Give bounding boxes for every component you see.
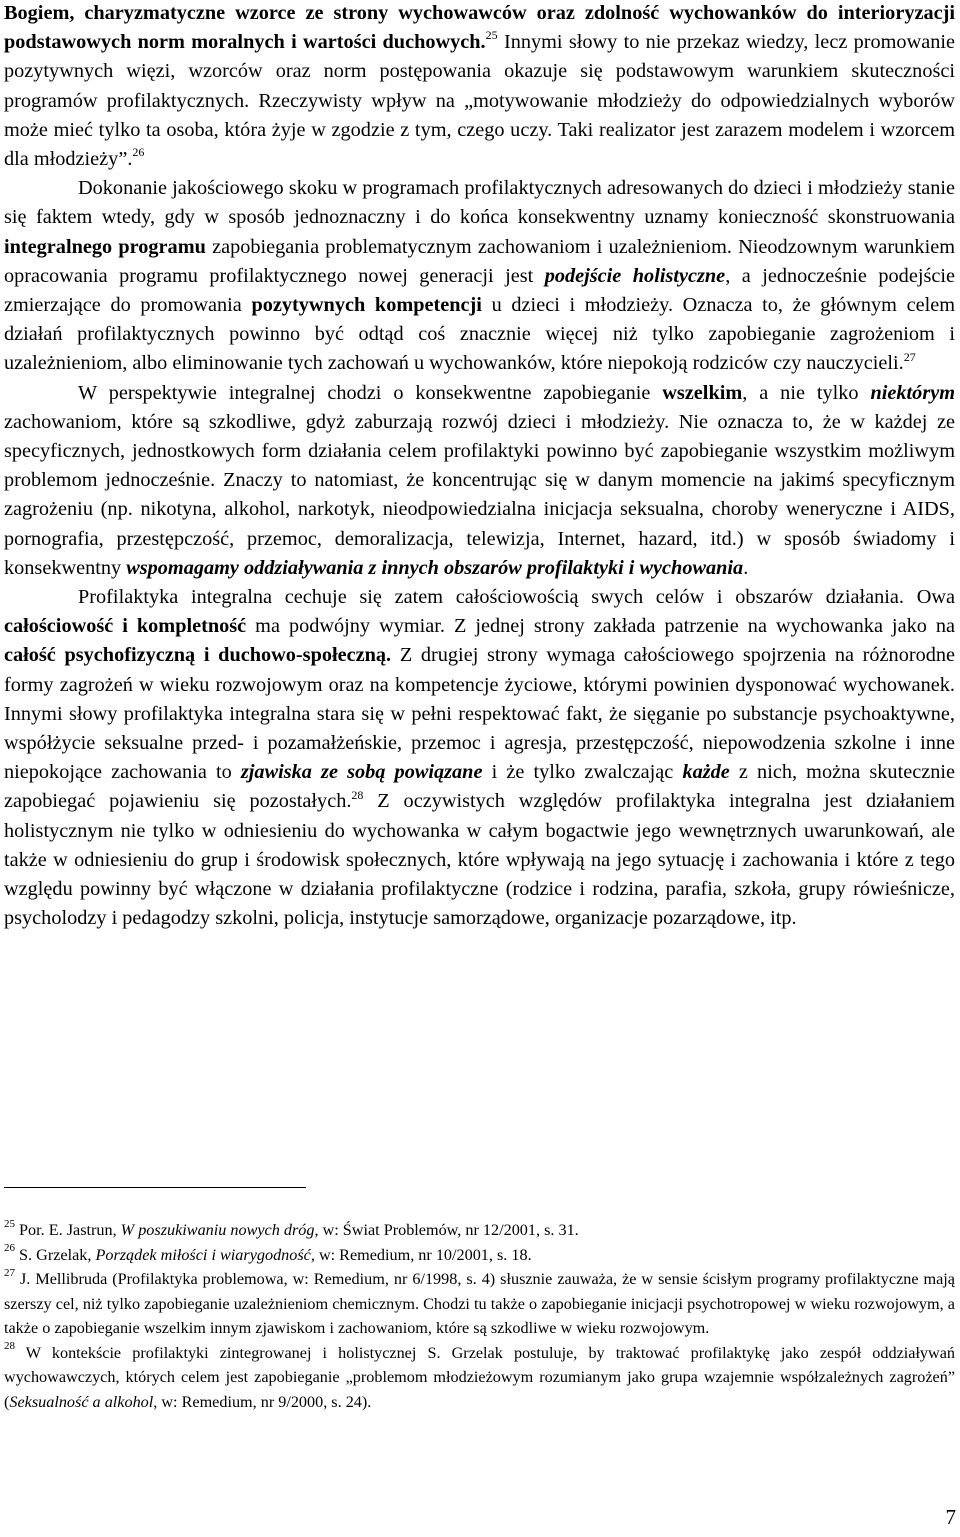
footnote-ref-25[interactable]: 25	[485, 28, 498, 43]
paragraph-2	[4, 174, 955, 378]
footnote-28	[4, 1341, 955, 1415]
bold-italic-text: każde	[682, 761, 730, 784]
footnotes-section	[4, 1187, 955, 1414]
footnote-title: Porządek miłości i wiarygodność,	[95, 1245, 315, 1264]
footnote-title: W poszukiwaniu nowych dróg	[120, 1221, 315, 1239]
bold-text: całościowość i kompletność	[4, 615, 247, 638]
paragraph-text: zachowaniom, które są szkodliwe, gdyż zaburzają rozwój dzieci i młodzieży. Nie oznacza to, że w każdej ze specyficznych, jednostkowych form działania celem profilaktyki powinno być zapobieganie wszystkim możliwym problemom jednocześnie. Znaczy to natomiast, że koncentrując się w danym momencie na jakimś specyficznym zagrożeniu (np. nikotyna, alkohol, narkotyk, nieodpowiedzialna inicjacja seksualna, choroby weneryczne i AIDS, pornografia, przestępczość, przemoc, demoralizacja, telewizja, Internet, hazard, itd.) w sposób świadomy i konsekwentny	[4, 410, 955, 579]
paragraph-text: z nich, można skutecznie zapobiegać pojawieniu się pozostałych.	[4, 761, 955, 813]
document-page	[4, 0, 955, 934]
footnote-text: S. Grzelak,	[15, 1245, 96, 1264]
page-number: 7	[945, 1505, 956, 1529]
paragraph-1	[4, 0, 955, 174]
bold-text: całość psychofizyczną i duchowo-społeczną.	[4, 644, 392, 667]
footnote-ref-26[interactable]: 26	[132, 145, 145, 160]
footnote-25	[4, 1218, 955, 1243]
paragraph-text: Dokonanie jakościowego skoku w programach profilaktycznych adresowanych do dzieci i młodzieży stanie się faktem wtedy, gdy w sposób jednoznaczny i do końca konsekwentny uznamy konieczność skonstruowania	[4, 177, 955, 229]
bold-italic-text: zjawiska ze sobą powiązane	[240, 761, 483, 784]
paragraph-text: Profilaktyka integralna cechuje się zatem całościowością swych celów i obszarów działania. Owa	[78, 586, 955, 609]
footnote-26	[4, 1243, 955, 1268]
footnote-text: J. Mellibruda (Profilaktyka problemowa, w: Remedium, nr 6/1998, s. 4) słusznie zauważa, że w sensie ścisłym programy profilaktyczne mają szerszy cel, niż tylko zapobieganie uzależnieniom chemicznym. Chodzi tu także o zapobieganie inicjacji psychotropowej w wieku rozwojowym, a także o zapobieganie wszelkim innym zjawiskom i zachowaniom, które są szkodliwe w wieku rozwojowym.	[4, 1270, 955, 1337]
footnote-number: 26	[4, 1242, 15, 1255]
paragraph-4	[4, 583, 955, 933]
footnote-title: Seksualność a alkohol	[9, 1392, 154, 1411]
paragraph-text: , a nie tylko	[742, 381, 871, 404]
bold-italic-text: podejście holistyczne	[544, 264, 726, 287]
footnote-number: 27	[4, 1266, 15, 1279]
paragraph-3	[4, 379, 955, 583]
bold-text: integralnego programu	[4, 235, 206, 258]
footnote-text: , w: Świat Problemów, nr 12/2001, s. 31.	[314, 1221, 579, 1239]
footnote-ref-27[interactable]: 27	[903, 349, 916, 364]
bold-italic-text: wspomagamy oddziaływania z innych obszarów profilaktyki i wychowania	[126, 556, 744, 579]
bold-italic-text: niektórym	[870, 381, 955, 404]
footnote-text: Por. E. Jastrun,	[15, 1221, 121, 1239]
footnote-text: , w: Remedium, nr 9/2000, s. 24).	[153, 1392, 372, 1411]
bold-text: pozytywnych kompetencji	[251, 294, 482, 317]
paragraph-text: Z oczywistych względów profilaktyka integralna jest działaniem holistycznym nie tylko w odniesieniu do wychowanka w całym bogactwie jego wewnętrznych uwarunkowań, ale także w odniesieniu do grup i środowisk społecznych, które wpływają na jego sytuację i zachowania i które z tego względu powinny być włączone w działania profilaktyczne (rodzice i rodzina, parafia, szkoła, grupy rówieśnicze, psycholodzy i pedagodzy szkolni, policja, instytucje samorządowe, organizacje pozarządowe, itp.	[4, 790, 955, 930]
main-text	[4, 0, 955, 934]
paragraph-text: Innymi słowy to nie przekaz wiedzy, lecz promowanie pozytywnych więzi, wzorców oraz norm postępowania okazuje się podstawowym warunkiem skuteczności programów profilaktycznych. Rzeczywisty wpływ na „motywowanie młodzieży do odpowiedzialnych wyborów może mieć tylko ta osoba, która żyje w zgodzie z tym, czego uczy. Taki realizator jest zarazem modelem i wzorcem dla młodzieży”.	[4, 31, 955, 171]
paragraph-text: ma podwójny wymiar. Z jednej strony zakłada patrzenie na wychowanka jako na	[246, 615, 955, 638]
footnote-text: W kontekście profilaktyki zintegrowanej i holistycznej S. Grzelak postuluje, by traktować profilaktykę jako zespół oddziaływań wychowawczych, których celem jest zapobieganie „problemom młodzieżowym rozumianym jako grupa wzajemnie współzależnych zagrożeń” (	[4, 1343, 955, 1411]
footnote-text: w: Remedium, nr 10/2001, s. 18.	[314, 1245, 532, 1264]
footnote-separator	[4, 1187, 306, 1188]
bold-text: Bogiem, charyzmatyczne wzorce ze strony wychowawców oraz zdolność wychowanków do interioryzacji podstawowych norm moralnych i wartości duchowych.	[4, 2, 955, 54]
paragraph-text: u dzieci i młodzieży. Oznacza to, że głównym celem działań profilaktycznych powinno być odtąd coś znacznie więcej niż tylko zapobieganie zagrożeniom i uzależnieniom, albo eliminowanie tych zachowań u wychowanków, które niepokoją rodziców czy nauczycieli.	[4, 294, 955, 375]
paragraph-text: Z drugiej strony wymaga całościowego spojrzenia na różnorodne formy zagrożeń w wieku rozwojowym oraz na kompetencje życiowe, którymi powinien dysponować wychowanek. Innymi słowy profilaktyka integralna stara się w pełni respektować fakt, że sięganie po substancje psychoaktywne, współżycie seksualne przed- i pozamałżeńskie, przemoc i agresja, przestępczość, niepowodzenia szkolne i inne niepokojące zachowania to	[4, 644, 956, 784]
paragraph-text: zapobiegania problematycznym zachowaniom i uzależnieniom. Nieodzownym warunkiem opracowania programu profilaktycznego nowej generacji jest	[4, 235, 955, 287]
paragraph-text: .	[743, 556, 749, 579]
footnote-ref-28[interactable]: 28	[351, 787, 364, 802]
footnote-number: 28	[4, 1340, 15, 1353]
footnote-number: 25	[4, 1217, 15, 1230]
paragraph-text: , a jednocześnie podejście zmierzające do promowania	[4, 264, 955, 317]
paragraph-text: i że tylko zwalczając	[482, 761, 683, 784]
footnote-27	[4, 1267, 955, 1341]
bold-text: wszelkim	[662, 381, 743, 404]
paragraph-text: W perspektywie integralnej chodzi o konsekwentne zapobieganie	[78, 381, 663, 404]
